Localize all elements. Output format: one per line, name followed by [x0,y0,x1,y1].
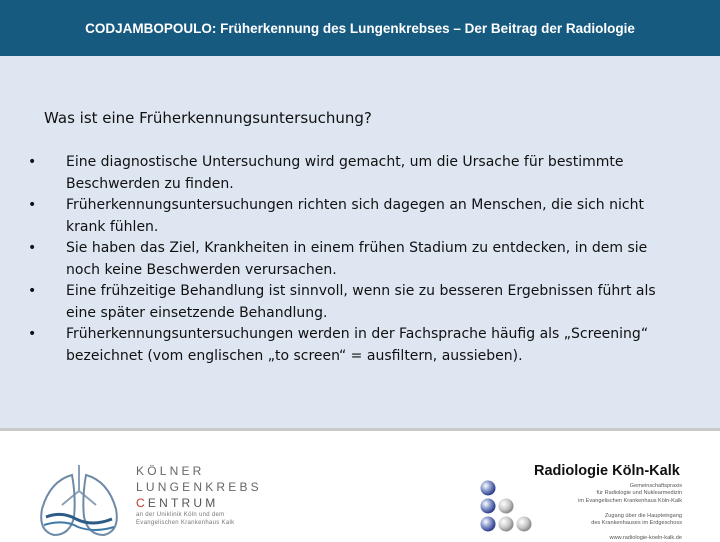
logo-centrum-initial: C [136,496,148,510]
radiologie-address [578,483,682,542]
slide-header [0,0,720,56]
radiologie-line: Zugang über die Haupteingang [604,512,682,519]
logo-line-koelner: KÖLNER [136,464,205,478]
bullet-line: Eine diagnostische Untersuchung wird gemacht, um die Ursache für bestimmte [66,154,624,170]
radiologie-line [578,527,682,534]
logo-subline: Evangelischen Krankenhaus Kalk [136,520,235,526]
logo-centrum-rest: ENTRUM [147,496,219,510]
bullet-line: krank fühlen. [66,218,159,235]
slide-content [0,56,720,428]
bullet-line: Sie haben das Ziel, Krankheiten in einem frühen Stadium zu entdecken, in dem sie [66,240,648,256]
bullet-line: Beschwerden zu finden. [66,175,234,192]
bullet-item [28,238,688,281]
lungenkrebs-centrum-logo [136,463,262,527]
logo-line-centrum [136,495,262,511]
bullet-line: bezeichnet (vom englischen „to screen“ = ausfiltern, aussieben). [66,347,523,364]
slide-title: CODJAMBOPOULO: Früherkennung des Lungenkrebses – Der Beitrag der Radiologie [85,20,635,36]
bullet-item [28,281,688,324]
logo-line-lungenkrebs: LUNGENKREBS [136,480,262,494]
slide-footer [0,431,720,540]
logo-subline: an der Uniklinik Köln und dem [136,512,225,518]
bullet-marker: • [28,240,37,256]
bullet-marker: • [28,326,37,342]
bullet-item [28,324,688,367]
question-heading: Was ist eine Früherkennungsuntersuchung? [44,109,372,127]
bullet-marker: • [28,154,37,170]
radiologie-line: www.radiologie-koeln-kalk.de [609,534,682,541]
bullet-list [28,152,688,367]
bullet-line: Früherkennungsuntersuchungen werden in der Fachsprache häufig als „Screening“ [66,326,649,342]
bullet-item [28,195,688,238]
bullet-marker: • [28,197,37,213]
bullet-line: eine später einsetzende Behandlung. [66,304,328,321]
bullet-line: Eine frühzeitige Behandlung ist sinnvoll, wenn sie zu besseren Ergebnissen führt als [66,283,656,299]
bullet-line: noch keine Beschwerden verursachen. [66,261,337,278]
radiology-dots-icon [478,479,534,535]
radiologie-line: des Krankenhauses im Erdgeschoss [591,520,682,527]
bullet-line: Früherkennungsuntersuchungen richten sich dagegen an Menschen, die sich nicht [66,197,644,213]
lung-logo-icon [36,461,122,539]
bullet-item [28,152,688,195]
radiologie-line: im Evangelischen Krankenhaus Köln-Kalk [578,497,682,504]
radiologie-title: Radiologie Köln-Kalk [534,463,680,479]
radiologie-line: Gemeinschaftspraxis [629,483,682,489]
radiologie-line: für Radiologie und Nuklearmedizin [596,490,682,497]
bullet-marker: • [28,283,37,299]
radiologie-line [578,505,682,512]
